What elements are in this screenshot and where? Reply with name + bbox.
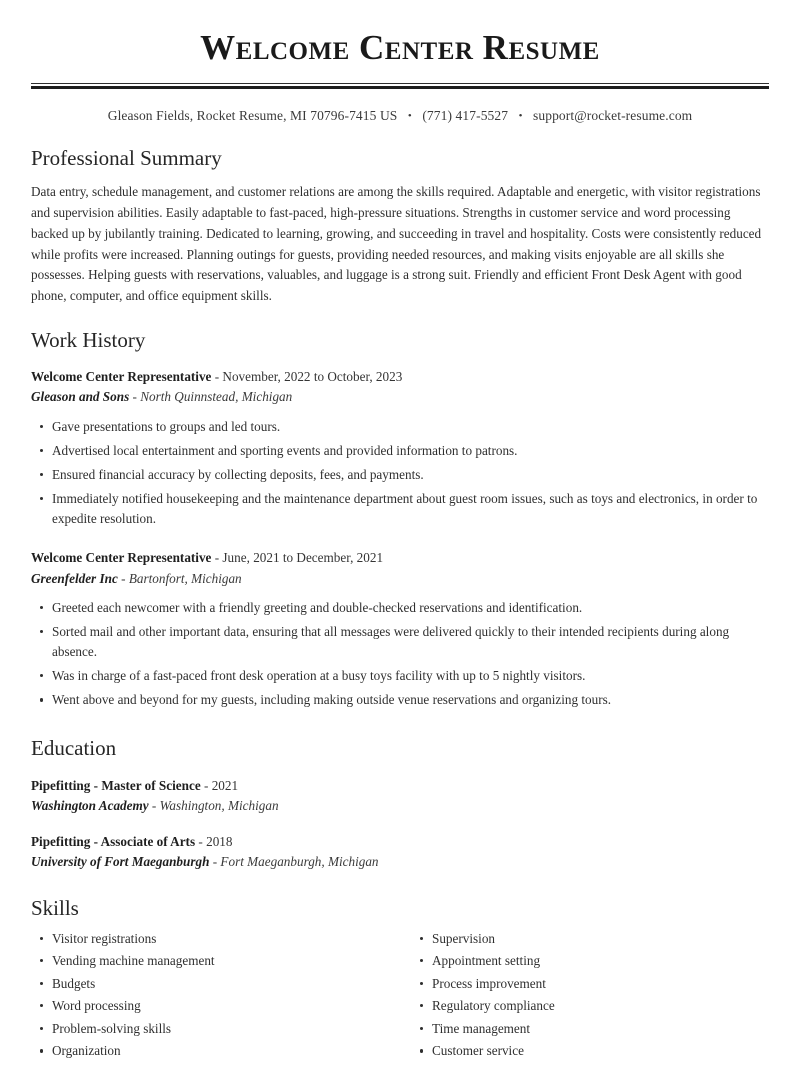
list-item: Process improvement [411,975,769,992]
education-inst-dash: - [148,798,160,814]
work-org-dash: - [117,570,129,586]
list-item: Time management [411,1020,769,1037]
section-heading-skills: Skills [31,896,79,921]
education-institution: University of Fort Maeganburgh [31,853,210,869]
work-bullet-list [31,408,769,529]
section-heading-work-history: Work History [31,327,146,352]
skills-column-left [31,930,400,1065]
skills-list-left [31,930,400,1060]
list-item: Regulatory compliance [411,997,769,1014]
work-role: Welcome Center Representative [31,550,212,566]
skills-list-right [411,930,769,1060]
contact-line [31,89,769,124]
section-education [31,714,769,872]
list-item: Visitor registrations [31,930,400,947]
list-item: Vending machine management [31,952,400,969]
education-institution: Washington Academy [31,798,149,814]
education-dash: - [200,777,212,793]
list-item: Supervision [411,930,769,947]
education-program-line [31,776,769,796]
work-organization: Greenfelder Inc [31,570,118,586]
page-title: Welcome Center Resume [200,28,600,67]
work-entry-title-line [31,367,769,387]
education-location: Fort Maeganburgh, Michigan [220,853,379,869]
education-year: 2018 [206,833,233,849]
work-location: Bartonfort, Michigan [128,570,242,586]
list-item: Customer service [411,1042,769,1059]
education-year: 2021 [211,777,239,793]
contact-phone: (771) 417-5527 [422,108,509,124]
education-program: Pipefitting - Associate of Arts [31,833,196,849]
work-org-dash: - [129,389,141,405]
section-professional-summary [31,124,769,307]
education-program: Pipefitting - Master of Science [31,777,201,793]
work-entry-title-line [31,548,769,568]
education-institution-line [31,852,769,872]
list-item: Word processing [31,997,400,1014]
summary-body-text: Data entry, schedule management, and customer relations are among the skills required. Adaptable and energetic, with visitor registrations and supervision abilities. Easily adaptable to fast-paced, high-pressure situations. Strengths in customer service and word processing backed up by jubilantly training. Dedicated to learning, growing, and succeeding in travel and hospitality. Costs were consistently reduced while profits were increased. Planning outings for guests, providing needed resources, and making visits enjoyable are all skills she possesses. Helping guests with reservations, valuables, and luggage is a strong suit. Friendly and efficient Front Desk Agent with good phone, computer, and office equipment skills. [31,184,762,304]
work-location: North Quinnstead, Michigan [140,389,293,405]
work-dates: June, 2021 to December, 2021 [222,550,384,566]
contact-separator-2: • [518,110,523,123]
education-institution-line [31,796,769,816]
skills-column-right [400,930,769,1065]
education-location: Washington, Michigan [159,798,279,814]
section-skills [31,872,769,1064]
education-dash: - [195,833,207,849]
list-item: Organization [31,1042,400,1059]
skills-columns [31,922,769,1065]
education-inst-dash: - [209,853,221,869]
work-entry [31,533,769,710]
education-entry [31,817,769,873]
education-program-line [31,832,769,852]
contact-address: Gleason Fields, Rocket Resume, MI 70796-7415 US [107,108,398,124]
list-item: Was in charge of a fast-paced front desk operation at a busy toys facility with up to 5 nightly visitors. [31,666,769,686]
education-entry [31,762,769,817]
work-bullet-list [31,589,769,710]
section-heading-summary: Professional Summary [31,146,222,171]
work-organization: Gleason and Sons [31,389,130,405]
work-dash: - [211,368,223,384]
work-role: Welcome Center Representative [31,368,212,384]
list-item: Greeted each newcomer with a friendly greeting and double-checked reservations and identification. [31,598,769,618]
contact-email: support@rocket-resume.com [533,108,693,124]
list-item: Sorted mail and other important data, ensuring that all messages were delivered quickly to their intended recipients during along absence. [31,622,769,662]
work-entry-org-line [31,569,769,589]
list-item: Advertised local entertainment and sporting events and provided information to patrons. [31,441,769,461]
section-work-history [31,307,769,711]
work-entry-org-line [31,387,769,407]
list-item: Appointment setting [411,952,769,969]
list-item: Budgets [31,975,400,992]
work-entry [31,353,769,529]
work-dates: November, 2022 to October, 2023 [222,368,403,384]
list-item: Ensured financial accuracy by collecting deposits, fees, and payments. [31,465,769,485]
work-dash: - [211,550,223,566]
contact-separator-1: • [407,110,412,123]
list-item: Immediately notified housekeeping and the maintenance department about guest room issues, such as toys and electronics, in order to expedite resolution. [31,489,769,529]
list-item: Gave presentations to groups and led tours. [31,417,769,437]
list-item: Problem-solving skills [31,1020,400,1037]
list-item: Went above and beyond for my guests, including making outside venue reservations and organizing tours. [31,690,769,710]
section-heading-education: Education [31,736,117,761]
